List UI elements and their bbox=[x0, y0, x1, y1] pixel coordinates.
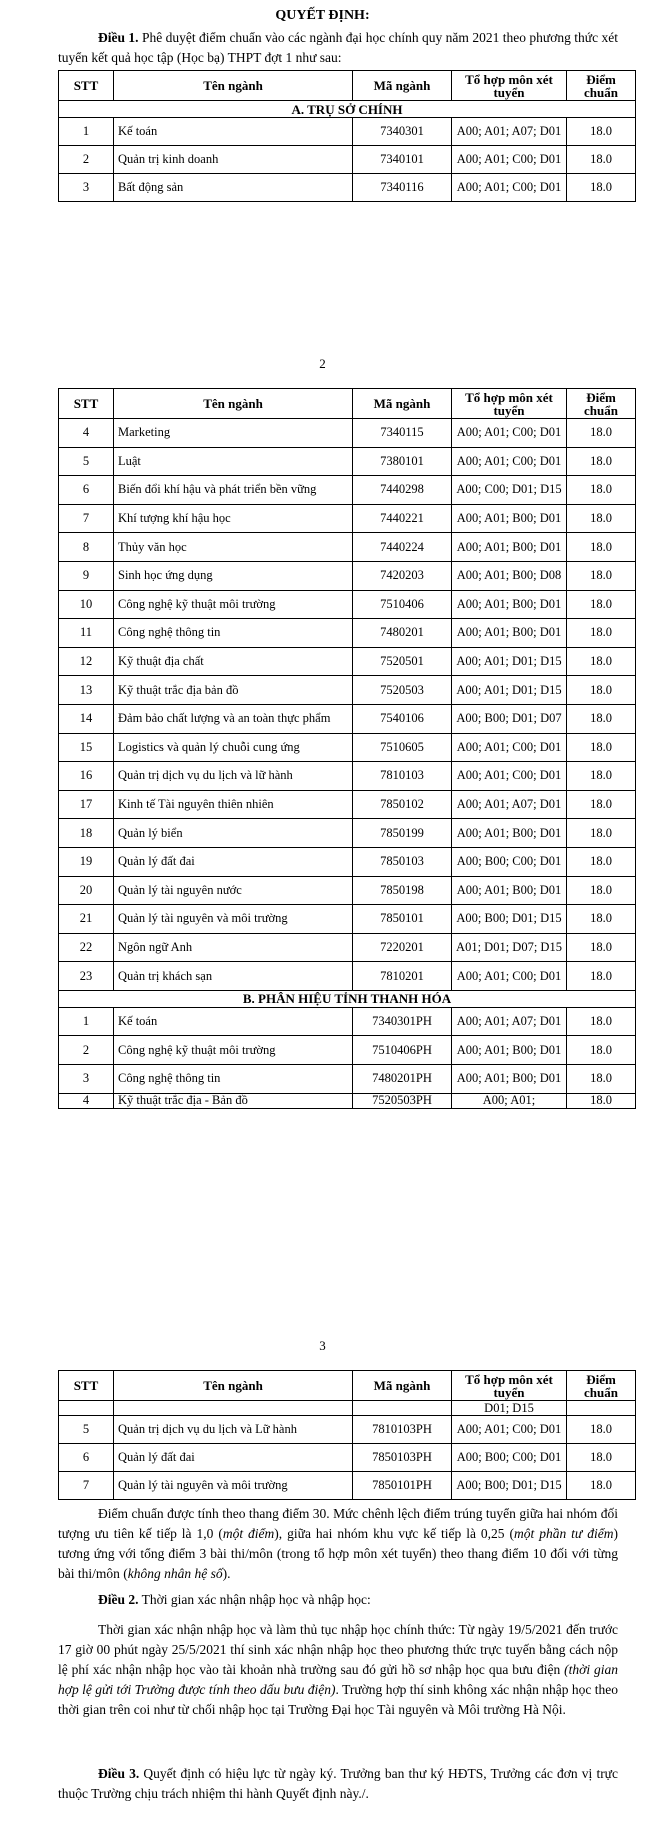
header-name: Tên ngành bbox=[114, 389, 353, 419]
cell-stt: 3 bbox=[59, 174, 114, 202]
table-row bbox=[59, 762, 636, 791]
article-2-heading bbox=[58, 1590, 618, 1610]
cell-score: 18.0 bbox=[567, 876, 636, 905]
cell-combo: A00; A01; C00; D01 bbox=[452, 174, 567, 202]
cell-name: Ngôn ngữ Anh bbox=[114, 933, 353, 962]
cell-score: 18.0 bbox=[567, 704, 636, 733]
table-row bbox=[59, 1007, 636, 1036]
cell-code: 7810201 bbox=[353, 962, 452, 991]
cell-stt: 19 bbox=[59, 847, 114, 876]
cell-name: Quản lý biển bbox=[114, 819, 353, 848]
cell-combo: A00; A01; bbox=[452, 1093, 567, 1108]
table-row bbox=[59, 876, 636, 905]
cell-combo: A00; A01; B00; D01 bbox=[452, 1065, 567, 1094]
cell-score: 18.0 bbox=[567, 146, 636, 174]
cell-code: 7220201 bbox=[353, 933, 452, 962]
cell-code: 7420203 bbox=[353, 561, 452, 590]
cell-stt: 10 bbox=[59, 590, 114, 619]
cell-score: 18.0 bbox=[567, 1472, 636, 1500]
header-stt: STT bbox=[59, 71, 114, 101]
table-row bbox=[59, 174, 636, 202]
score-table-page-3 bbox=[58, 1370, 636, 1500]
article-3-paragraph bbox=[58, 1764, 618, 1804]
cell-score: 18.0 bbox=[567, 905, 636, 934]
table-row bbox=[59, 419, 636, 448]
cell-score: 18.0 bbox=[567, 174, 636, 202]
article-2-paragraph bbox=[58, 1620, 618, 1720]
cell-name bbox=[114, 1401, 353, 1416]
cell-combo: A00; B00; C00; D01 bbox=[452, 1444, 567, 1472]
cell-score: 18.0 bbox=[567, 1444, 636, 1472]
cell-combo: A00; A01; B00; D01 bbox=[452, 533, 567, 562]
table-row bbox=[59, 118, 636, 146]
cell-code: 7810103 bbox=[353, 762, 452, 791]
header-code: Mã ngành bbox=[353, 1371, 452, 1401]
table-row bbox=[59, 1065, 636, 1094]
table-row bbox=[59, 504, 636, 533]
cell-combo: A00; A01; D01; D15 bbox=[452, 676, 567, 705]
note-text: Điểm chuẩn được tính theo thang điểm 30. Mức chênh lệch điểm trúng tuyển giữa hai nhóm đối tượng ưu tiên kế tiếp là 1,0 ( bbox=[58, 1506, 618, 1541]
score-table-page-1 bbox=[58, 70, 636, 202]
cell-name: Công nghệ kỹ thuật môi trường bbox=[114, 1036, 353, 1065]
cell-combo: A00; A01; C00; D01 bbox=[452, 962, 567, 991]
cell-stt: 17 bbox=[59, 790, 114, 819]
cell-combo: A01; D01; D07; D15 bbox=[452, 933, 567, 962]
cell-stt: 15 bbox=[59, 733, 114, 762]
cell-stt: 4 bbox=[59, 1093, 114, 1108]
cell-score: 18.0 bbox=[567, 847, 636, 876]
table-row bbox=[59, 933, 636, 962]
cell-code: 7540106 bbox=[353, 704, 452, 733]
cell-name: Quản lý đất đai bbox=[114, 1444, 353, 1472]
cell-name: Công nghệ kỹ thuật môi trường bbox=[114, 590, 353, 619]
table-row bbox=[59, 1093, 636, 1108]
cell-code: 7380101 bbox=[353, 447, 452, 476]
cell-stt: 2 bbox=[59, 1036, 114, 1065]
cell-name: Công nghệ thông tin bbox=[114, 1065, 353, 1094]
score-table-page-2 bbox=[58, 388, 636, 1109]
table-row bbox=[59, 1036, 636, 1065]
cell-combo: A00; A01; C00; D01 bbox=[452, 1416, 567, 1444]
cell-code: 7510406PH bbox=[353, 1036, 452, 1065]
cell-score: 18.0 bbox=[567, 733, 636, 762]
cell-name: Bất động sản bbox=[114, 174, 353, 202]
header-combo: Tổ hợp môn xét tuyển bbox=[452, 71, 567, 101]
article-2-body: . Trường hợp thí sinh không xác nhận nhập học theo thời gian trên coi như từ chối nhập học tại Trường Đại học Tài nguyên và Môi trường Hà Nội. bbox=[58, 1682, 618, 1717]
cell-score: 18.0 bbox=[567, 504, 636, 533]
cell-code: 7340115 bbox=[353, 419, 452, 448]
table-row bbox=[59, 962, 636, 991]
article-1-paragraph bbox=[58, 28, 618, 68]
cell-stt bbox=[59, 1401, 114, 1416]
cell-combo: A00; B00; D01; D15 bbox=[452, 905, 567, 934]
cell-score: 18.0 bbox=[567, 1036, 636, 1065]
table-row bbox=[59, 847, 636, 876]
cell-score: 18.0 bbox=[567, 590, 636, 619]
cell-combo: A00; A01; C00; D01 bbox=[452, 762, 567, 791]
article-2-body: Thời gian xác nhận nhập học và làm thủ tục nhập học chính thức: Từ ngày 19/5/2021 đến trước 17 giờ 00 phút ngày 25/5/2021 thí sinh xác nhận nhập học theo phương thức trực tuyến bằng cách nộp lệ phí xác nhận nhập học vào tài khoản nhà trường sau đó gửi hồ sơ nhập học qua bưu điện bbox=[58, 1622, 618, 1677]
cell-name: Kế toán bbox=[114, 118, 353, 146]
cell-stt: 18 bbox=[59, 819, 114, 848]
cell-score: 18.0 bbox=[567, 676, 636, 705]
section-a-heading: A. TRỤ SỞ CHÍNH bbox=[59, 101, 636, 118]
cell-code: 7340301 bbox=[353, 118, 452, 146]
cell-code: 7520501 bbox=[353, 647, 452, 676]
article-3-text: Quyết định có hiệu lực từ ngày ký. Trưởng ban thư ký HĐTS, Trưởng các đơn vị trực thuộc Trường chịu trách nhiệm thi hành Quyết định này./. bbox=[58, 1766, 618, 1801]
table-row bbox=[59, 476, 636, 505]
cell-stt: 11 bbox=[59, 619, 114, 648]
cell-name: Marketing bbox=[114, 419, 353, 448]
cell-code: 7340301PH bbox=[353, 1007, 452, 1036]
cell-name: Công nghệ thông tin bbox=[114, 619, 353, 648]
cell-score: 18.0 bbox=[567, 647, 636, 676]
header-name: Tên ngành bbox=[114, 1371, 353, 1401]
cell-combo: A00; A01; A07; D01 bbox=[452, 790, 567, 819]
cell-score: 18.0 bbox=[567, 933, 636, 962]
cell-score: 18.0 bbox=[567, 476, 636, 505]
cell-combo: A00; A01; B00; D01 bbox=[452, 590, 567, 619]
cell-stt: 3 bbox=[59, 1065, 114, 1094]
article-2-italic: (thời gian hợp lệ gửi tới Trường được tính theo dấu bưu điện) bbox=[58, 1662, 618, 1697]
cell-name: Luật bbox=[114, 447, 353, 476]
cell-stt: 6 bbox=[59, 1444, 114, 1472]
cell-score: 18.0 bbox=[567, 1065, 636, 1094]
table-row bbox=[59, 1472, 636, 1500]
section-b-heading: B. PHÂN HIỆU TỈNH THANH HÓA bbox=[59, 990, 636, 1007]
cell-stt: 12 bbox=[59, 647, 114, 676]
cell-code: 7440224 bbox=[353, 533, 452, 562]
cell-score: 18.0 bbox=[567, 762, 636, 791]
note-italic: một điểm bbox=[222, 1526, 275, 1541]
cell-code: 7510406 bbox=[353, 590, 452, 619]
cell-code: 7520503 bbox=[353, 676, 452, 705]
page-number-2: 2 bbox=[319, 356, 326, 371]
cell-combo: A00; C00; D01; D15 bbox=[452, 476, 567, 505]
cell-stt: 13 bbox=[59, 676, 114, 705]
cell-score: 18.0 bbox=[567, 1007, 636, 1036]
cell-stt: 1 bbox=[59, 118, 114, 146]
note-text: ), giữa hai nhóm khu vực kế tiếp là 0,25 ( bbox=[274, 1526, 514, 1541]
cell-code: 7480201PH bbox=[353, 1065, 452, 1094]
note-text: ) tương ứng với tổng điểm 3 bài thi/môn (trong tổ hợp môn xét tuyển) theo thang điểm 10 đối với từng bài thi/môn ( bbox=[58, 1526, 618, 1581]
header-combo: Tổ hợp môn xét tuyển bbox=[452, 1371, 567, 1401]
cell-name: Kỹ thuật địa chất bbox=[114, 647, 353, 676]
cell-combo: A00; A01; B00; D01 bbox=[452, 619, 567, 648]
table-row bbox=[59, 676, 636, 705]
cell-stt: 4 bbox=[59, 419, 114, 448]
cell-stt: 2 bbox=[59, 146, 114, 174]
cell-stt: 8 bbox=[59, 533, 114, 562]
cell-combo: A00; A01; D01; D15 bbox=[452, 647, 567, 676]
header-name: Tên ngành bbox=[114, 71, 353, 101]
article-1-label: Điều 1. bbox=[98, 30, 139, 45]
note-italic: một phần tư điểm bbox=[513, 1526, 614, 1541]
cell-combo: A00; A01; B00; D01 bbox=[452, 876, 567, 905]
cell-name: Quản trị kinh doanh bbox=[114, 146, 353, 174]
article-1-text: Phê duyệt điểm chuẩn vào các ngành đại học chính quy năm 2021 theo phương thức xét tuyển kết quả học tập (Học bạ) THPT đợt 1 như sau: bbox=[58, 30, 619, 65]
cell-combo: A00; B00; D01; D15 bbox=[452, 1472, 567, 1500]
cell-score: 18.0 bbox=[567, 533, 636, 562]
cell-code: 7440298 bbox=[353, 476, 452, 505]
cell-score: 18.0 bbox=[567, 619, 636, 648]
cell-code: 7340116 bbox=[353, 174, 452, 202]
cell-name: Biến đổi khí hậu và phát triển bền vững bbox=[114, 476, 353, 505]
cell-score: 18.0 bbox=[567, 962, 636, 991]
table-row bbox=[59, 1444, 636, 1472]
table-row bbox=[59, 561, 636, 590]
cell-stt: 7 bbox=[59, 1472, 114, 1500]
cell-name: Quản trị khách sạn bbox=[114, 962, 353, 991]
cell-combo: A00; A01; C00; D01 bbox=[452, 146, 567, 174]
cell-name: Quản lý tài nguyên và môi trường bbox=[114, 905, 353, 934]
cell-code: 7520503PH bbox=[353, 1093, 452, 1108]
cell-name: Quản lý tài nguyên nước bbox=[114, 876, 353, 905]
table-row bbox=[59, 819, 636, 848]
cell-stt: 20 bbox=[59, 876, 114, 905]
cell-stt: 9 bbox=[59, 561, 114, 590]
cell-score: 18.0 bbox=[567, 118, 636, 146]
cell-stt: 1 bbox=[59, 1007, 114, 1036]
cell-stt: 14 bbox=[59, 704, 114, 733]
cell-code: 7850101 bbox=[353, 905, 452, 934]
cell-name: Logistics và quản lý chuỗi cung ứng bbox=[114, 733, 353, 762]
table-row bbox=[59, 1401, 636, 1416]
cell-name: Sinh học ứng dụng bbox=[114, 561, 353, 590]
table-row bbox=[59, 790, 636, 819]
cell-code: 7510605 bbox=[353, 733, 452, 762]
header-stt: STT bbox=[59, 389, 114, 419]
cell-name: Kinh tế Tài nguyên thiên nhiên bbox=[114, 790, 353, 819]
cell-stt: 22 bbox=[59, 933, 114, 962]
cell-score: 18.0 bbox=[567, 561, 636, 590]
cell-stt: 5 bbox=[59, 447, 114, 476]
header-score: Điểm chuẩn bbox=[567, 71, 636, 101]
cell-code: 7850198 bbox=[353, 876, 452, 905]
cell-combo: A00; A01; B00; D08 bbox=[452, 561, 567, 590]
cell-stt: 5 bbox=[59, 1416, 114, 1444]
cell-name: Quản trị dịch vụ du lịch và Lữ hành bbox=[114, 1416, 353, 1444]
header-code: Mã ngành bbox=[353, 71, 452, 101]
table-row bbox=[59, 146, 636, 174]
cell-stt: 23 bbox=[59, 962, 114, 991]
table-row bbox=[59, 619, 636, 648]
cell-combo: A00; A01; C00; D01 bbox=[452, 419, 567, 448]
header-code: Mã ngành bbox=[353, 389, 452, 419]
article-2-label: Điều 2. bbox=[98, 1592, 139, 1607]
header-stt: STT bbox=[59, 1371, 114, 1401]
note-text: ). bbox=[222, 1566, 231, 1581]
table-row bbox=[59, 1416, 636, 1444]
cell-combo: A00; A01; B00; D01 bbox=[452, 1036, 567, 1065]
cell-code: 7810103PH bbox=[353, 1416, 452, 1444]
cell-combo: A00; B00; C00; D01 bbox=[452, 847, 567, 876]
cell-score: 18.0 bbox=[567, 447, 636, 476]
cell-stt: 21 bbox=[59, 905, 114, 934]
cell-name: Quản lý đất đai bbox=[114, 847, 353, 876]
cell-score bbox=[567, 1401, 636, 1416]
note-italic: không nhân hệ số bbox=[127, 1566, 223, 1581]
article-3-label: Điều 3. bbox=[98, 1766, 140, 1781]
cell-combo: A00; A01; A07; D01 bbox=[452, 118, 567, 146]
table-row bbox=[59, 905, 636, 934]
decision-title: QUYẾT ĐỊNH: bbox=[275, 8, 370, 23]
cell-code: 7850102 bbox=[353, 790, 452, 819]
table-row bbox=[59, 647, 636, 676]
cell-name: Quản trị dịch vụ du lịch và lữ hành bbox=[114, 762, 353, 791]
cell-name: Kỹ thuật trắc địa - Bản đồ bbox=[114, 1093, 353, 1108]
cell-score: 18.0 bbox=[567, 1416, 636, 1444]
header-score: Điểm chuẩn bbox=[567, 389, 636, 419]
cell-combo: A00; A01; C00; D01 bbox=[452, 447, 567, 476]
table-row bbox=[59, 533, 636, 562]
cell-code: 7850199 bbox=[353, 819, 452, 848]
article-2-text: Thời gian xác nhận nhập học và nhập học: bbox=[138, 1592, 371, 1607]
cell-code: 7440221 bbox=[353, 504, 452, 533]
table-row bbox=[59, 733, 636, 762]
cell-combo: D01; D15 bbox=[452, 1401, 567, 1416]
cell-name: Đảm bảo chất lượng và an toàn thực phẩm bbox=[114, 704, 353, 733]
page-number-3: 3 bbox=[319, 1338, 326, 1353]
cell-code bbox=[353, 1401, 452, 1416]
table-row bbox=[59, 704, 636, 733]
cell-combo: A00; A01; B00; D01 bbox=[452, 819, 567, 848]
cell-name: Quản lý tài nguyên và môi trường bbox=[114, 1472, 353, 1500]
cell-combo: A00; A01; A07; D01 bbox=[452, 1007, 567, 1036]
cell-code: 7480201 bbox=[353, 619, 452, 648]
scoring-note bbox=[58, 1504, 618, 1584]
cell-score: 18.0 bbox=[567, 790, 636, 819]
cell-name: Kỹ thuật trắc địa bản đồ bbox=[114, 676, 353, 705]
cell-code: 7850103 bbox=[353, 847, 452, 876]
cell-name: Thủy văn học bbox=[114, 533, 353, 562]
cell-score: 18.0 bbox=[567, 419, 636, 448]
cell-stt: 6 bbox=[59, 476, 114, 505]
cell-combo: A00; B00; D01; D07 bbox=[452, 704, 567, 733]
table-row bbox=[59, 590, 636, 619]
cell-stt: 16 bbox=[59, 762, 114, 791]
cell-code: 7340101 bbox=[353, 146, 452, 174]
table-row bbox=[59, 447, 636, 476]
cell-stt: 7 bbox=[59, 504, 114, 533]
cell-code: 7850103PH bbox=[353, 1444, 452, 1472]
cell-score: 18.0 bbox=[567, 1093, 636, 1108]
cell-name: Khí tượng khí hậu học bbox=[114, 504, 353, 533]
cell-code: 7850101PH bbox=[353, 1472, 452, 1500]
cell-combo: A00; A01; B00; D01 bbox=[452, 504, 567, 533]
cell-score: 18.0 bbox=[567, 819, 636, 848]
cell-name: Kế toán bbox=[114, 1007, 353, 1036]
header-score: Điểm chuẩn bbox=[567, 1371, 636, 1401]
cell-combo: A00; A01; C00; D01 bbox=[452, 733, 567, 762]
header-combo: Tổ hợp môn xét tuyển bbox=[452, 389, 567, 419]
